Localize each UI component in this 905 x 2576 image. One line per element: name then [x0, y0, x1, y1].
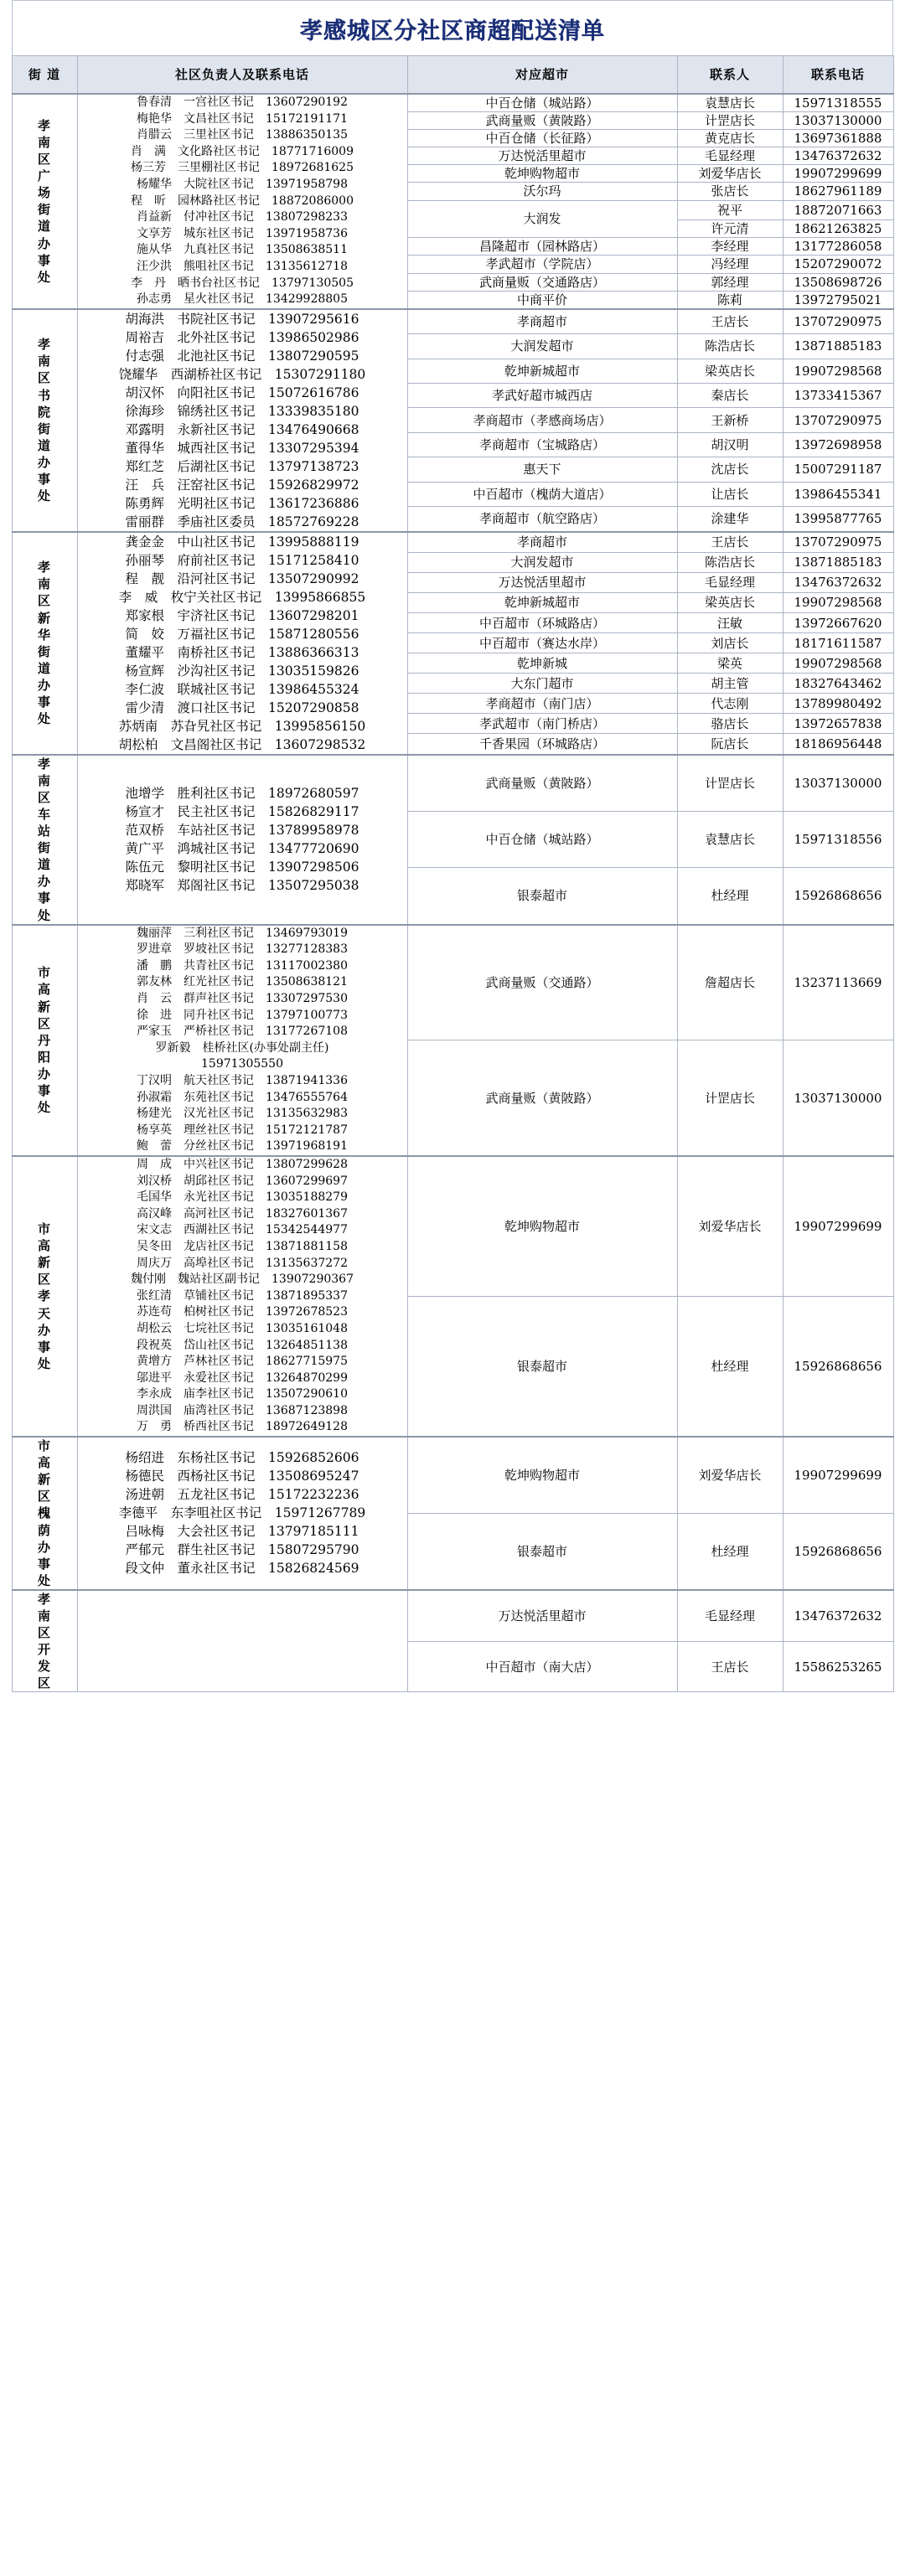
contact-person-cell: 涂建华	[677, 507, 783, 532]
community-leaders-cell	[77, 532, 407, 755]
community-leader-entry: 郑晓军 郑阁社区书记 13507295038	[125, 878, 359, 894]
community-leader-entry: 董得华 城西社区书记 13307295394	[125, 440, 359, 456]
contact-person-cell: 王新桥	[677, 408, 783, 432]
contact-phone-cell: 19907299699	[783, 1156, 893, 1297]
contact-person-cell: 计罡店长	[677, 1040, 783, 1156]
community-leader-entry: 肖益新 付冲社区书记 13807298233	[137, 210, 348, 225]
contact-phone-cell: 19907298568	[783, 653, 893, 674]
contact-person-cell: 刘店长	[677, 633, 783, 653]
contact-phone-cell: 13972657838	[783, 714, 893, 734]
contact-phone-cell: 13986455341	[783, 482, 893, 506]
community-leader-entry: 鲁春清 一宫社区书记 13607290192	[137, 96, 348, 109]
community-leaders-cell	[77, 1156, 407, 1437]
street-cell	[12, 755, 77, 925]
community-leader-entry: 刘汉桥 胡邱社区书记 13607299697	[137, 1174, 348, 1188]
market-cell: 万达悦活里超市	[407, 1590, 677, 1642]
contact-phone-cell: 15971318555	[783, 94, 893, 112]
community-leader-entry: 杨宣辉 沙沟社区书记 13035159826	[125, 663, 359, 679]
contact-phone-cell: 13237113669	[783, 925, 893, 1040]
contact-person-cell: 刘爱华店长	[677, 1156, 783, 1297]
community-leader-entry: 肖 云 群声社区书记 13307297530	[137, 992, 348, 1006]
community-leader-entry: 吕咏梅 大会社区书记 13797185111	[125, 1524, 359, 1540]
community-leader-entry: 15971305550	[201, 1057, 283, 1071]
contact-person-cell: 祝平	[677, 200, 783, 220]
contact-person-cell: 汪敏	[677, 613, 783, 633]
community-leader-entry: 李仁波 联城社区书记 13986455324	[125, 681, 359, 697]
market-cell: 中百超市（槐荫大道店）	[407, 482, 677, 506]
market-cell: 中百超市（南大店）	[407, 1642, 677, 1692]
contact-phone-cell: 15007291187	[783, 457, 893, 482]
community-leader-entry: 吴冬田 龙店社区书记 13871881158	[137, 1239, 348, 1253]
community-leader-entry: 黄广平 鸿城社区书记 13477720690	[125, 841, 359, 857]
contact-phone-cell: 15971318556	[783, 812, 893, 868]
community-leader-entry: 周 成 中兴社区书记 13807299628	[137, 1157, 348, 1171]
contact-person-cell: 毛显经理	[677, 572, 783, 592]
market-cell: 中商平价	[407, 291, 677, 309]
contact-phone-cell: 19907298568	[783, 592, 893, 612]
contact-phone-cell: 13037130000	[783, 112, 893, 130]
contact-person-cell: 胡汉明	[677, 432, 783, 457]
contact-person-cell: 沈店长	[677, 457, 783, 482]
community-leader-entry: 邬进平 永爱社区书记 13264870299	[137, 1371, 348, 1385]
contact-phone-cell: 13972795021	[783, 291, 893, 309]
community-leader-entry: 杨绍进 东杨社区书记 15926852606	[125, 1450, 359, 1466]
community-leader-entry: 苏连苟 柏树社区书记 13972678523	[137, 1305, 348, 1319]
contact-person-cell: 李经理	[677, 238, 783, 256]
community-leader-entry: 龚金金 中山社区书记 13995888119	[125, 534, 359, 550]
contact-person-cell: 王店长	[677, 1642, 783, 1692]
community-leaders-cell	[77, 1437, 407, 1590]
community-leader-entry: 梅艳华 文昌社区书记 15172191171	[137, 111, 348, 126]
contact-phone-cell: 13733415367	[783, 384, 893, 408]
community-leader-entry: 周洪国 庙湾社区书记 13687123898	[137, 1403, 348, 1417]
contact-phone-cell: 18171611587	[783, 633, 893, 653]
contact-phone-cell: 19907299699	[783, 1437, 893, 1513]
community-leader-entry: 雷丽群 季庙社区委员 18572769228	[125, 514, 359, 529]
market-cell: 大东门超市	[407, 674, 677, 694]
contact-phone-cell: 18186956448	[783, 734, 893, 755]
community-leader-entry: 杨宣才 民主社区书记 15826829117	[125, 804, 359, 820]
market-cell: 武商量贩（黄陂路）	[407, 112, 677, 130]
community-leader-entry: 范双桥 车站社区书记 13789958978	[125, 823, 359, 839]
market-cell: 千香果园（环城路店）	[407, 734, 677, 755]
contact-person-cell: 梁英	[677, 653, 783, 674]
column-header-contact-person: 联系人	[677, 56, 783, 95]
contact-person-cell: 阮店长	[677, 734, 783, 755]
contact-person-cell: 冯经理	[677, 256, 783, 273]
market-cell: 万达悦活里超市	[407, 147, 677, 165]
table-row	[12, 1156, 893, 1297]
contact-phone-cell: 15926868656	[783, 1513, 893, 1589]
community-leader-entry: 胡汉怀 向阳社区书记 15072616786	[125, 385, 359, 400]
contact-phone-cell: 13789980492	[783, 694, 893, 714]
community-leader-entry: 郑红芝 后湖社区书记 13797138723	[125, 458, 359, 474]
community-leader-entry: 潘 鹏 共青社区书记 13117002380	[137, 958, 348, 973]
community-leaders-cell	[77, 755, 407, 925]
contact-phone-cell: 15926868656	[783, 867, 893, 924]
street-name: 孝南区新华街道办事处	[37, 560, 51, 727]
contact-phone-cell: 15586253265	[783, 1642, 893, 1692]
table-row	[12, 1437, 893, 1513]
market-cell: 武商量贩（交通路店）	[407, 273, 677, 291]
contact-person-cell: 毛显经理	[677, 147, 783, 165]
market-cell: 中百超市（环城路店）	[407, 613, 677, 633]
community-leader-entry: 罗新毅 桂桥社区(办事处副主任)	[155, 1040, 329, 1055]
community-leader-entry: 徐 进 同升社区书记 13797100773	[137, 1008, 348, 1022]
contact-person-cell: 王店长	[677, 309, 783, 334]
street-cell	[12, 309, 77, 532]
table-row	[12, 925, 893, 1040]
contact-person-cell: 陈浩店长	[677, 334, 783, 359]
contact-person-cell: 陈莉	[677, 291, 783, 309]
community-leader-entry: 邓露明 永新社区书记 13476490668	[125, 421, 359, 437]
community-leader-entry: 胡松云 七垸社区书记 13035161048	[137, 1321, 348, 1335]
community-leader-entry: 周裕吉 北外社区书记 13986502986	[125, 329, 359, 345]
community-leader-entry: 陈勇辉 光明社区书记 13617236886	[125, 495, 359, 511]
community-leader-entry: 严家玉 严桥社区书记 13177267108	[137, 1025, 348, 1039]
market-cell: 银泰超市	[407, 1297, 677, 1438]
column-header-community-leaders: 社区负责人及联系电话	[77, 56, 407, 95]
community-leader-entry: 郑家根 宇济社区书记 13607298201	[125, 607, 359, 623]
market-cell: 乾坤新城超市	[407, 592, 677, 612]
community-leader-entry: 罗进章 罗坡社区书记 13277128383	[137, 942, 348, 957]
community-leader-entry: 苏炳南 苏旮旯社区书记 13995856150	[118, 718, 366, 734]
community-leader-entry: 池增学 胜利社区书记 18972680597	[125, 786, 359, 802]
community-leader-entry: 肖腊云 三里社区书记 13886350135	[137, 128, 348, 142]
community-leader-entry: 高汉峰 高河社区书记 18327601367	[137, 1206, 348, 1221]
market-cell: 大润发超市	[407, 552, 677, 572]
street-name: 市高新区孝天办事处	[37, 1221, 51, 1371]
street-cell	[12, 94, 77, 309]
community-leader-entry: 万 勇 桥西社区书记 18972649128	[137, 1420, 348, 1434]
market-cell: 乾坤购物超市	[407, 1437, 677, 1513]
market-cell: 乾坤新城	[407, 653, 677, 674]
community-leader-entry: 张红清 草铺社区书记 13871895337	[137, 1288, 348, 1303]
community-leader-entry: 杨耀华 大院社区书记 13971958798	[137, 177, 348, 191]
market-cell: 孝武好超市城西店	[407, 384, 677, 408]
contact-phone-cell: 13995877765	[783, 507, 893, 532]
contact-phone-cell: 18621263825	[783, 220, 893, 238]
contact-person-cell: 骆店长	[677, 714, 783, 734]
community-leader-entry: 董耀平 南桥社区书记 13886366313	[125, 644, 359, 660]
contact-phone-cell: 18627961189	[783, 183, 893, 200]
contact-phone-cell: 13707290975	[783, 532, 893, 553]
market-cell: 乾坤新城超市	[407, 359, 677, 383]
header-row	[12, 56, 893, 95]
contact-person-cell: 梁英店长	[677, 359, 783, 383]
contact-phone-cell: 15207290072	[783, 256, 893, 273]
community-leader-entry: 段文仲 董永社区书记 15826824569	[125, 1561, 359, 1577]
street-name: 孝南区开发区	[37, 1591, 51, 1691]
community-leader-entry: 雷少清 渡口社区书记 15207290858	[125, 699, 359, 715]
community-leader-entry: 孙淑霜 东苑社区书记 13476555764	[137, 1090, 348, 1104]
market-cell: 中百仓储（城站路）	[407, 94, 677, 112]
community-leader-entry: 毛国华 永光社区书记 13035188279	[137, 1190, 348, 1205]
contact-person-cell: 袁慧店长	[677, 94, 783, 112]
market-cell: 沃尔玛	[407, 183, 677, 200]
community-leader-entry: 严郁元 群生社区书记 15807295790	[125, 1542, 359, 1558]
community-leader-entry: 杨建光 汉光社区书记 13135632983	[137, 1107, 348, 1121]
contact-person-cell: 许元清	[677, 220, 783, 238]
table-row	[12, 532, 893, 553]
community-leader-entry: 胡松柏 文昌阁社区书记 13607298532	[118, 736, 366, 752]
community-leader-entry: 李永成 庙李社区书记 13507290610	[137, 1387, 348, 1402]
contact-phone-cell: 19907299699	[783, 165, 893, 183]
contact-phone-cell: 13508698726	[783, 273, 893, 291]
street-name: 市高新区槐荫办事处	[37, 1438, 51, 1588]
contact-phone-cell: 13177286058	[783, 238, 893, 256]
contact-phone-cell: 13037130000	[783, 1040, 893, 1156]
contact-person-cell: 郭经理	[677, 273, 783, 291]
contact-person-cell: 毛显经理	[677, 1590, 783, 1642]
contact-person-cell: 梁英店长	[677, 592, 783, 612]
contact-phone-cell: 18872071663	[783, 200, 893, 220]
contact-person-cell: 秦店长	[677, 384, 783, 408]
market-cell: 乾坤购物超市	[407, 1156, 677, 1297]
market-cell: 银泰超市	[407, 1513, 677, 1589]
table-row	[12, 1590, 893, 1642]
market-cell: 中百仓储（城站路）	[407, 812, 677, 868]
community-leader-entry: 饶耀华 西湖桥社区书记 15307291180	[118, 366, 366, 382]
table-body	[12, 94, 893, 1692]
market-cell: 孝商超市	[407, 309, 677, 334]
street-name: 孝南区车站街道办事处	[37, 756, 51, 923]
community-leader-entry: 汪 兵 汪窑社区书记 15926829972	[125, 477, 359, 493]
community-leader-entry: 汤进朝 五龙社区书记 15172232236	[125, 1487, 359, 1503]
community-leader-entry: 胡海洪 书院社区书记 13907295616	[125, 311, 359, 327]
community-leader-entry: 徐海珍 锦绣社区书记 13339835180	[125, 403, 359, 419]
market-cell: 中百仓储（长征路）	[407, 130, 677, 147]
contact-phone-cell: 19907298568	[783, 359, 893, 383]
contact-phone-cell: 13972698958	[783, 432, 893, 457]
community-leader-entry: 孙丽琴 府前社区书记 15171258410	[125, 552, 359, 568]
contact-phone-cell: 13871885183	[783, 334, 893, 359]
market-cell: 孝商超市	[407, 532, 677, 553]
community-leader-entry: 杨享英 理丝社区书记 15172121787	[137, 1123, 348, 1137]
community-leader-entry: 黄增方 芦林社区书记 18627715975	[137, 1355, 348, 1369]
market-cell: 孝商超市（宝城路店）	[407, 432, 677, 457]
community-leaders-cell	[77, 925, 407, 1156]
market-cell: 孝商超市（孝感商场店）	[407, 408, 677, 432]
street-name: 孝南区书院街道办事处	[37, 337, 51, 504]
contact-person-cell: 陈浩店长	[677, 552, 783, 572]
contact-person-cell: 代志刚	[677, 694, 783, 714]
community-leader-entry: 魏付刚 魏站社区副书记 13907290367	[131, 1273, 354, 1287]
market-cell: 武商量贩（黄陂路）	[407, 755, 677, 812]
contact-phone-cell: 13871885183	[783, 552, 893, 572]
community-leader-entry: 程 靓 沿河社区书记 13507290992	[125, 570, 359, 586]
contact-phone-cell: 13476372632	[783, 572, 893, 592]
contact-person-cell: 计罡店长	[677, 755, 783, 812]
market-cell: 孝商超市（航空路店）	[407, 507, 677, 532]
table-row	[12, 309, 893, 334]
community-leader-entry: 程 昕 园林路社区书记 18872086000	[131, 194, 354, 208]
street-name: 孝南区广场街道办事处	[37, 117, 51, 285]
community-leaders-cell	[77, 94, 407, 309]
contact-person-cell: 王店长	[677, 532, 783, 553]
contact-person-cell: 让店长	[677, 482, 783, 506]
market-cell: 武商量贩（黄陂路）	[407, 1040, 677, 1156]
market-cell: 银泰超市	[407, 867, 677, 924]
contact-person-cell: 胡主管	[677, 674, 783, 694]
contact-phone-cell: 13707290975	[783, 309, 893, 334]
market-cell: 孝武超市（学院店）	[407, 256, 677, 273]
market-cell: 孝商超市（南门店）	[407, 694, 677, 714]
community-leader-entry: 付志强 北池社区书记 13807290595	[125, 348, 359, 364]
market-cell: 万达悦活里超市	[407, 572, 677, 592]
market-cell: 昌隆超市（园林路店）	[407, 238, 677, 256]
column-header-contact-phone: 联系电话	[783, 56, 893, 95]
market-cell: 孝武超市（南门桥店）	[407, 714, 677, 734]
contact-person-cell: 刘爱华店长	[677, 1437, 783, 1513]
table-row	[12, 94, 893, 112]
community-leader-entry: 郭友林 红光社区书记 13508638121	[137, 975, 348, 989]
contact-person-cell: 杜经理	[677, 1297, 783, 1438]
market-cell: 大润发	[407, 200, 677, 238]
contact-person-cell: 詹超店长	[677, 925, 783, 1040]
community-leader-entry: 简 姣 万福社区书记 15871280556	[125, 626, 359, 642]
street-cell	[12, 925, 77, 1156]
street-cell	[12, 532, 77, 755]
table-header	[12, 56, 893, 95]
contact-person-cell: 张店长	[677, 183, 783, 200]
street-cell	[12, 1437, 77, 1590]
community-leader-entry: 杨德民 西杨社区书记 13508695247	[125, 1469, 359, 1484]
contact-person-cell: 黄克店长	[677, 130, 783, 147]
community-leader-entry: 杨三芳 三里棚社区书记 18972681625	[131, 161, 354, 175]
column-header-street: 街 道	[12, 56, 77, 95]
community-leader-entry: 汪少洪 熊咀社区书记 13135612718	[137, 259, 348, 273]
community-leader-entry: 肖 满 文化路社区书记 18771716009	[131, 144, 354, 158]
community-leader-entry: 李 丹 晒书台社区书记 13797130505	[131, 276, 354, 290]
community-leaders-cell	[77, 309, 407, 532]
community-leader-entry: 孙志勇 星火社区书记 13429928805	[137, 292, 348, 307]
contact-person-cell: 刘爱华店长	[677, 165, 783, 183]
community-leader-entry: 李德平 东李咀社区书记 15971267789	[118, 1505, 366, 1521]
table-row	[12, 755, 893, 812]
contact-phone-cell: 13697361888	[783, 130, 893, 147]
contact-person-cell: 杜经理	[677, 867, 783, 924]
community-leader-entry: 施从华 九真社区书记 13508638511	[137, 243, 348, 257]
contact-person-cell: 袁慧店长	[677, 812, 783, 868]
community-leader-entry: 段祝英 岱山社区书记 13264851138	[137, 1338, 348, 1352]
market-cell: 武商量贩（交通路）	[407, 925, 677, 1040]
contact-phone-cell: 13707290975	[783, 408, 893, 432]
community-leader-entry: 陈伍元 黎明社区书记 13907298506	[125, 860, 359, 875]
market-cell: 中百超市（赛达水岸）	[407, 633, 677, 653]
market-cell: 惠天下	[407, 457, 677, 482]
contact-person-cell: 计罡店长	[677, 112, 783, 130]
contact-phone-cell: 13972667620	[783, 613, 893, 633]
community-leader-entry: 鲍 蕾 分丝社区书记 13971968191	[137, 1139, 348, 1154]
community-leader-entry: 周庆万 高埠社区书记 13135637272	[137, 1256, 348, 1270]
community-leader-entry: 李 威 枚宁关社区书记 13995866855	[118, 589, 366, 605]
market-cell: 乾坤购物超市	[407, 165, 677, 183]
community-leader-entry: 魏丽萍 三利社区书记 13469793019	[137, 926, 348, 940]
community-leader-entry: 丁汉明 航天社区书记 13871941336	[137, 1074, 348, 1087]
community-leader-entry: 文享芳 城东社区书记 13971958736	[137, 226, 348, 240]
document-title-bar	[12, 0, 893, 55]
street-name: 市高新区丹阳办事处	[37, 965, 51, 1116]
contact-phone-cell: 13037130000	[783, 755, 893, 812]
column-header-market: 对应超市	[407, 56, 677, 95]
contact-phone-cell: 18327643462	[783, 674, 893, 694]
street-cell	[12, 1156, 77, 1437]
community-leaders-cell	[77, 1590, 407, 1692]
contact-person-cell: 杜经理	[677, 1513, 783, 1589]
contact-phone-cell: 13476372632	[783, 147, 893, 165]
street-cell	[12, 1590, 77, 1692]
contact-phone-cell: 15926868656	[783, 1297, 893, 1438]
page-title: 孝感城区分社区商超配送清单	[300, 18, 605, 44]
contact-phone-cell: 13476372632	[783, 1590, 893, 1642]
market-cell: 大润发超市	[407, 334, 677, 359]
delivery-roster-table	[12, 55, 894, 1692]
community-leader-entry: 宋文志 西湖社区书记 15342544977	[137, 1223, 348, 1237]
